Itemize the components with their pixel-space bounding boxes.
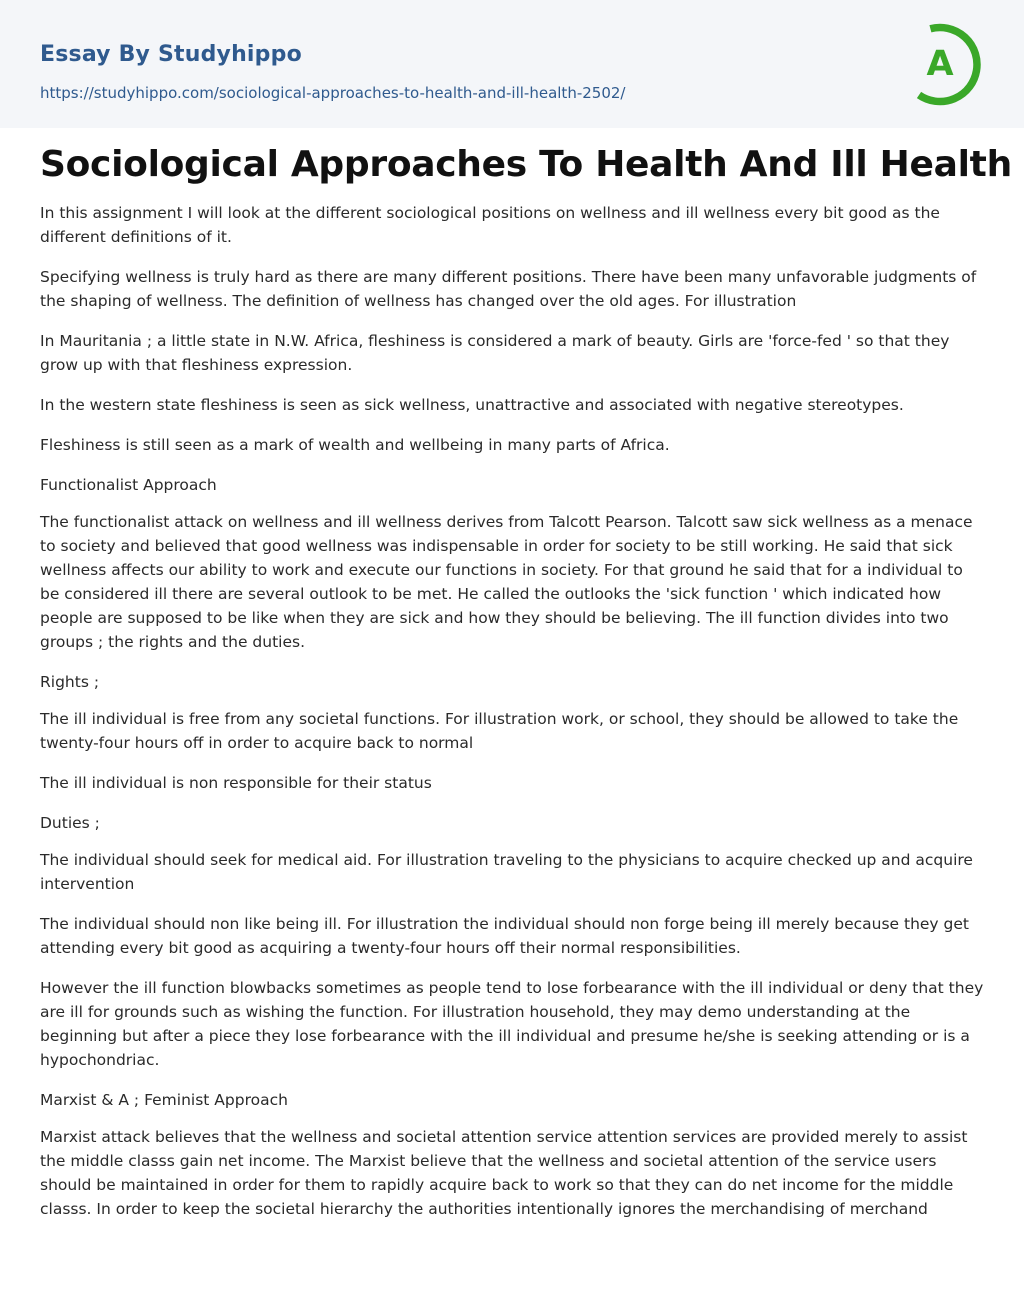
section-heading: Marxist & A ; Feminist Approach — [40, 1091, 288, 1109]
section-heading: Functionalist Approach — [40, 476, 217, 494]
page-title: Sociological Approaches To Health And Ill Health — [40, 144, 1012, 185]
paragraph: The ill individual is non responsible for their status — [40, 774, 432, 792]
section-heading: Duties ; — [40, 814, 100, 832]
paragraph: The ill individual is free from any societal functions. For illustration work, or school, they should be allowed to take the twenty-four hours off in order to acquire back to normal — [40, 710, 959, 752]
article-body — [40, 201, 986, 1237]
article-url-link[interactable]: https://studyhippo.com/sociological-approaches-to-health-and-ill-health-2502/ — [40, 84, 626, 102]
paragraph: The individual should non like being ill. For illustration the individual should non forge being ill merely because they get attending every bit good as acquiring a twenty-four hours off their normal responsibilities. — [40, 915, 969, 957]
studyhippo-a-logo-icon[interactable] — [910, 18, 988, 106]
site-brand[interactable]: Essay By Studyhippo — [40, 42, 302, 67]
site-header — [0, 0, 1024, 128]
paragraph: However the ill function blowbacks sometimes as people tend to lose forbearance with the ill individual or deny that they are ill for grounds such as wishing the function. For illustration household, they may demo understanding at the beginning but after a piece they lose forbearance with the ill individual and presume he/she is seeking attending or is a hypochondriac. — [40, 979, 984, 1069]
paragraph: Marxist attack believes that the wellness and societal attention service attention services are provided merely to assist the middle classs gain net income. The Marxist believe that the wellness and societal attention of the service users should be maintained in order for them to rapidly acquire back to work so that they can do net income for the middle classs. In order to keep the societal hierarchy the authorities intentionally ignores the merchandising of merchand — [40, 1128, 968, 1218]
section-heading: Rights ; — [40, 673, 100, 691]
paragraph: Specifying wellness is truly hard as there are many different positions. There have been many unfavorable judgments of the shaping of wellness. The definition of wellness has changed over the old ages. For illustration — [40, 268, 977, 310]
logo-letter: A — [926, 44, 954, 84]
paragraph: In Mauritania ; a little state in N.W. Africa, fleshiness is considered a mark of beauty. Girls are 'force-fed ' so that they grow up with that fleshiness expression. — [40, 332, 950, 374]
paragraph: The individual should seek for medical aid. For illustration traveling to the physicians to acquire checked up and acquire intervention — [40, 851, 973, 893]
paragraph: Fleshiness is still seen as a mark of wealth and wellbeing in many parts of Africa. — [40, 436, 670, 454]
paragraph: In this assignment I will look at the different sociological positions on wellness and ill wellness every bit good as the different definitions of it. — [40, 204, 940, 246]
paragraph: In the western state fleshiness is seen as sick wellness, unattractive and associated with negative stereotypes. — [40, 396, 904, 414]
paragraph: The functionalist attack on wellness and ill wellness derives from Talcott Pearson. Talcott saw sick wellness as a menace to society and believed that good wellness was indispensable in order for society to be still working. He said that sick wellness affects our ability to work and execute our functions in society. For that ground he said that for a individual to be considered ill there are several outlook to be met. He called the outlooks the 'sick function ' which indicated how people are supposed to be like when they are sick and how they should be believing. The ill function divides into two groups ; the rights and the duties. — [40, 513, 973, 651]
